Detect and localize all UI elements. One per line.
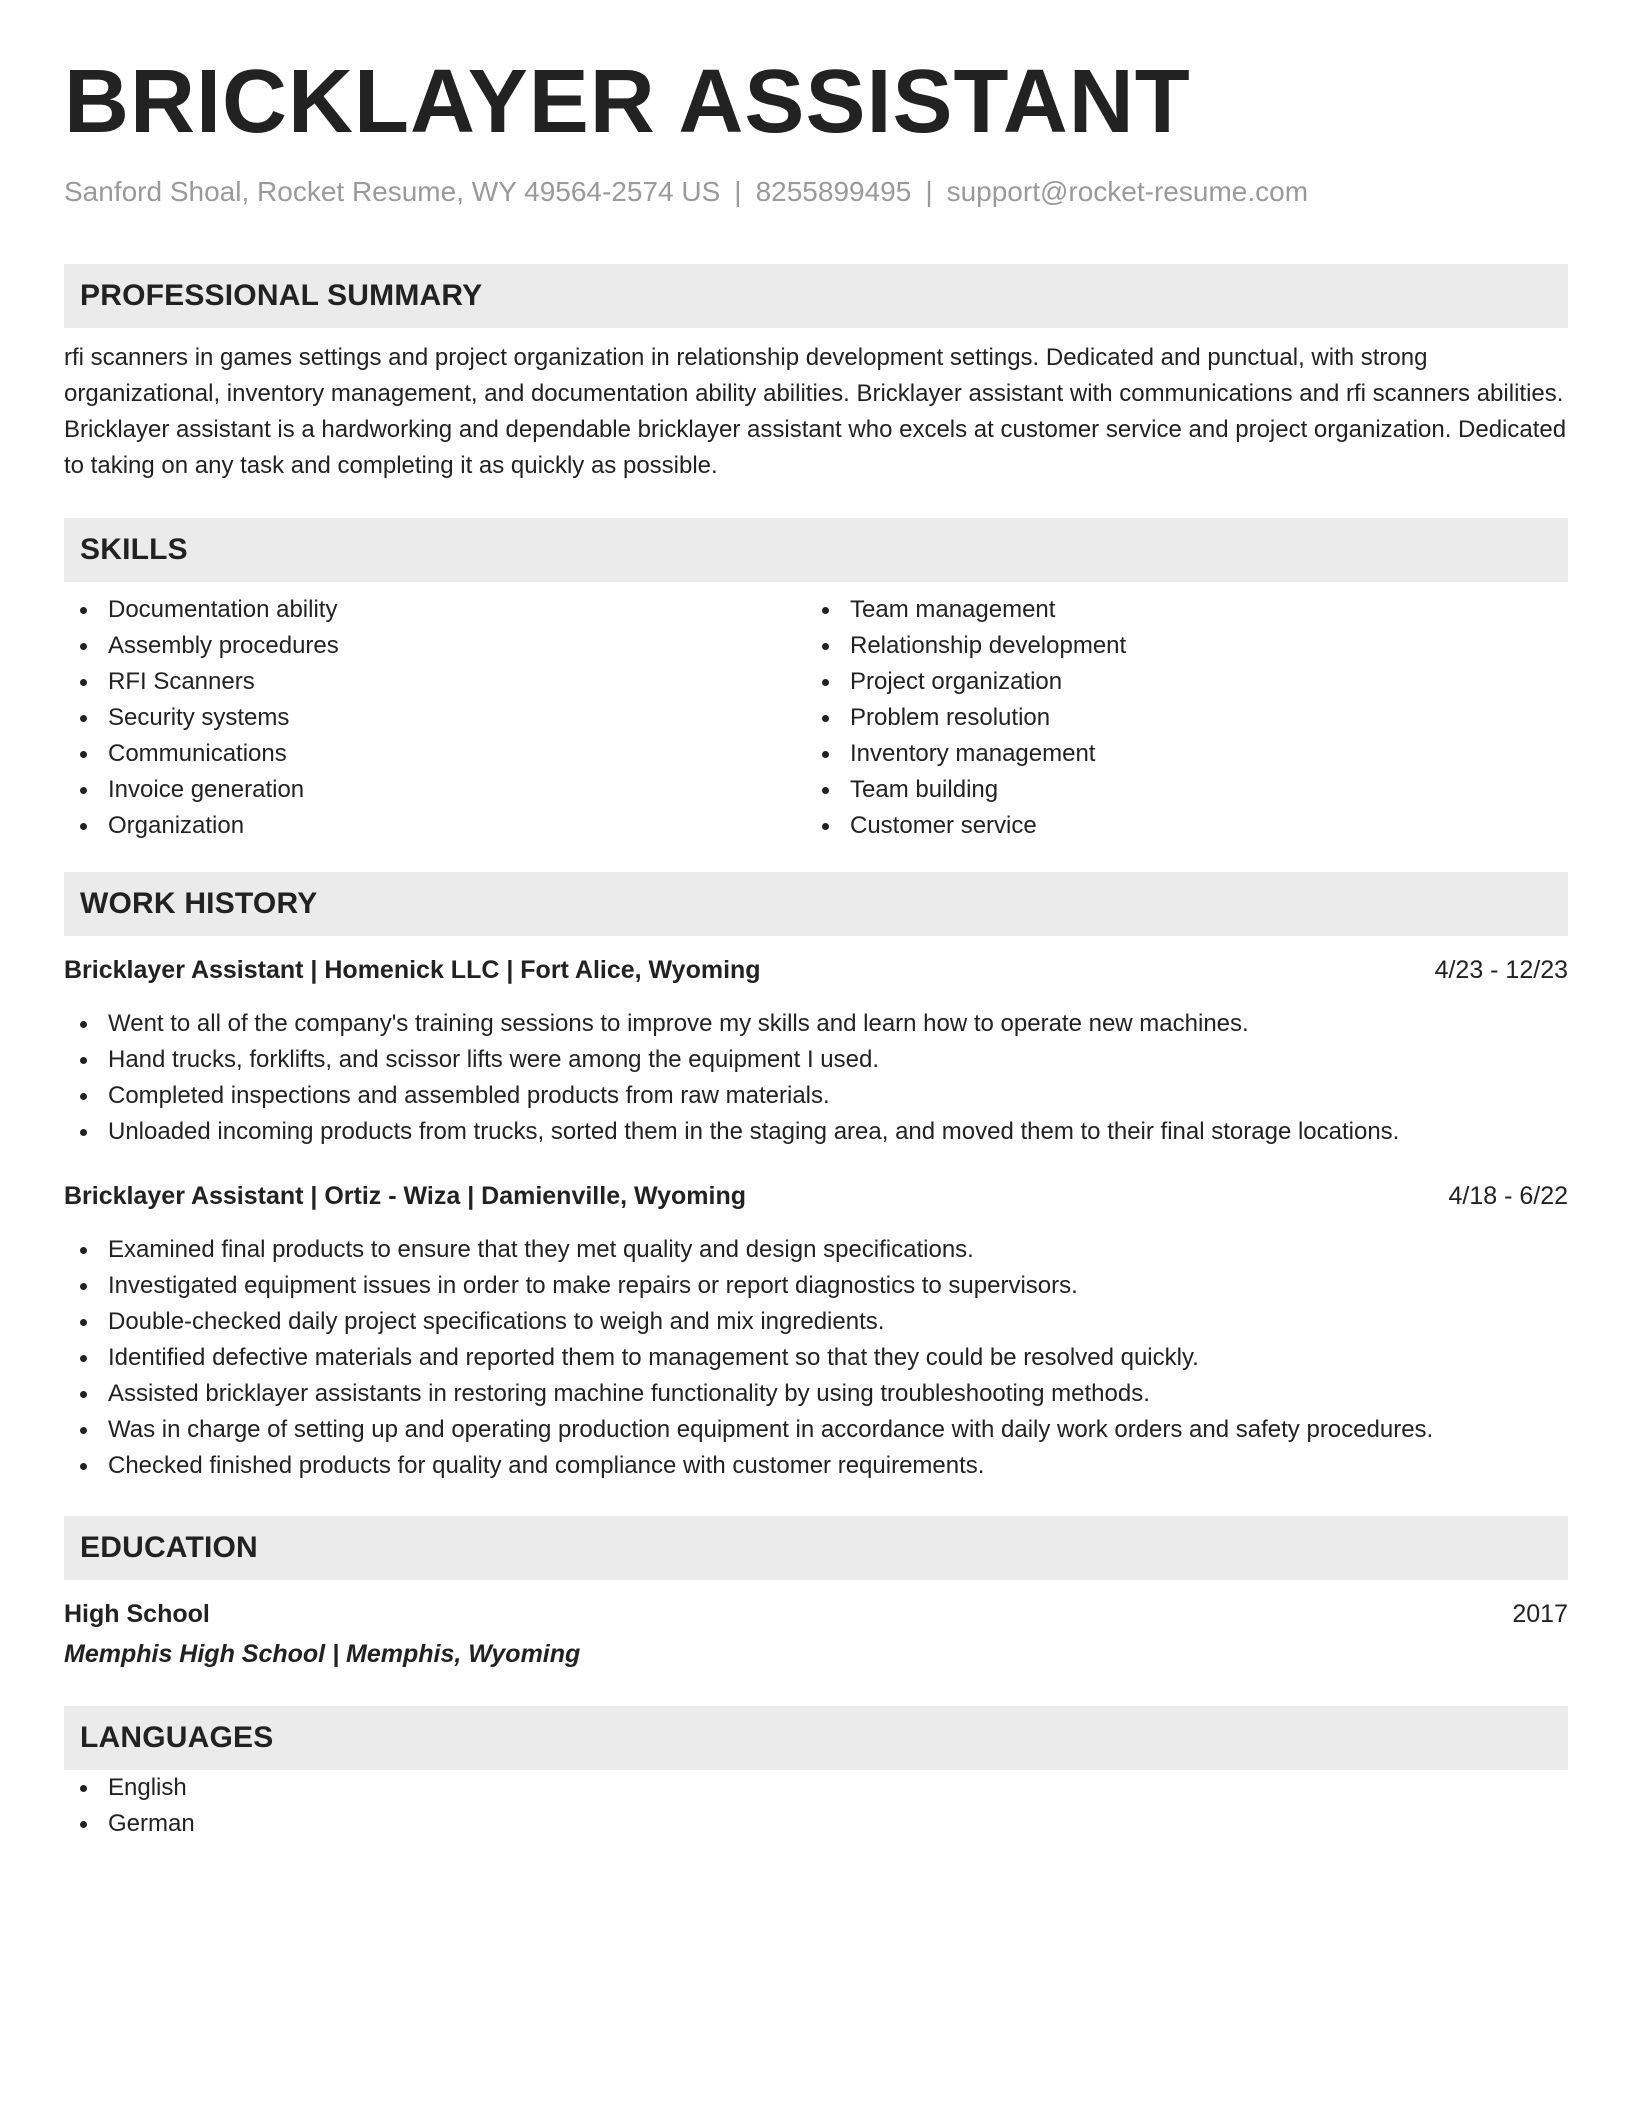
education-year: 2017 — [1512, 1600, 1568, 1628]
bullet-dot-icon — [80, 787, 87, 794]
contact-email: support@rocket-resume.com — [946, 176, 1309, 207]
languages-list — [64, 1770, 1568, 1842]
job-entry — [64, 1178, 1568, 1484]
bullet-dot-icon — [80, 1427, 87, 1434]
job-bullets — [64, 1006, 1568, 1150]
bullet-dot-icon — [80, 823, 87, 830]
bullet-dot-icon — [80, 715, 87, 722]
job-title: Bricklayer Assistant | Homenick LLC | Fort Alice, Wyoming — [64, 956, 761, 984]
job-bullet — [64, 1448, 1568, 1484]
education-entry — [64, 1596, 1568, 1632]
section-header-education: EDUCATION — [64, 1516, 1568, 1580]
bullet-dot-icon — [80, 1057, 87, 1064]
skill-item — [806, 664, 1548, 700]
section-header-work-history: WORK HISTORY — [64, 872, 1568, 936]
job-bullet-text: Hand trucks, forklifts, and scissor lifts were among the equipment I used. — [108, 1046, 880, 1073]
skill-item-text: Security systems — [108, 704, 290, 731]
job-bullet — [64, 1412, 1568, 1448]
skill-item-text: Communications — [108, 740, 287, 767]
job-dates: 4/23 - 12/23 — [1434, 956, 1568, 984]
skills-column-left — [64, 592, 806, 844]
job-bullet-text: Examined final products to ensure that they met quality and design specifications. — [108, 1236, 974, 1263]
job-title: Bricklayer Assistant | Ortiz - Wiza | Damienville, Wyoming — [64, 1182, 747, 1210]
skills-column-right — [806, 592, 1548, 844]
skill-item-text: Team building — [850, 776, 999, 803]
skill-item — [64, 736, 806, 772]
bullet-dot-icon — [80, 1391, 87, 1398]
language-item — [64, 1770, 1568, 1806]
bullet-dot-icon — [80, 1247, 87, 1254]
skill-item — [64, 772, 806, 808]
language-item-text: English — [108, 1774, 187, 1801]
bullet-dot-icon — [80, 1463, 87, 1470]
contact-address: Sanford Shoal, Rocket Resume, WY 49564-2574 US — [64, 176, 721, 207]
education-degree: High School — [64, 1600, 210, 1628]
summary-text: rfi scanners in games settings and project organization in relationship development settings. Dedicated and punctual, with strong organizational, inventory management, and documentation ability abilities. Bricklayer assistant with communications and rfi scanners abilities. Bricklayer assistant is a hardworking and dependable bricklayer assistant who excels at customer service and project organization. Dedicated to taking on any task and completing it as quickly as possible. — [64, 344, 1567, 479]
bullet-dot-icon — [822, 679, 829, 686]
skill-item-text: Inventory management — [850, 740, 1096, 767]
job-bullet-text: Checked finished products for quality and compliance with customer requirements. — [108, 1452, 985, 1479]
job-bullet-text: Went to all of the company's training sessions to improve my skills and learn how to operate new machines. — [108, 1010, 1249, 1037]
job-bullet — [64, 1078, 1568, 1114]
education-school: Memphis High School | Memphis, Wyoming — [64, 1640, 581, 1668]
skill-item — [806, 592, 1548, 628]
skill-item — [806, 736, 1548, 772]
skill-item-text: Relationship development — [850, 632, 1127, 659]
language-item-text: German — [108, 1810, 195, 1837]
job-bullet — [64, 1006, 1568, 1042]
contact-separator: | — [734, 176, 742, 207]
bullet-dot-icon — [822, 751, 829, 758]
skill-item-text: Team management — [850, 596, 1056, 623]
job-bullet — [64, 1232, 1568, 1268]
bullet-dot-icon — [80, 751, 87, 758]
job-bullet-text: Unloaded incoming products from trucks, sorted them in the staging area, and moved them to their final storage locations. — [108, 1118, 1400, 1145]
skill-item-text: Project organization — [850, 668, 1063, 695]
bullet-dot-icon — [822, 715, 829, 722]
job-title-row — [64, 1178, 1568, 1214]
skill-item-text: Organization — [108, 812, 245, 839]
job-title-row — [64, 952, 1568, 988]
bullet-dot-icon — [80, 1283, 87, 1290]
contact-line — [64, 174, 1568, 214]
job-bullet-text: Double-checked daily project specifications to weigh and mix ingredients. — [108, 1308, 885, 1335]
bullet-dot-icon — [80, 1785, 87, 1792]
job-bullets — [64, 1232, 1568, 1484]
skill-item-text: Problem resolution — [850, 704, 1051, 731]
job-bullet — [64, 1376, 1568, 1412]
skill-item — [64, 808, 806, 844]
skill-item — [64, 592, 806, 628]
bullet-dot-icon — [80, 1129, 87, 1136]
job-bullet-text: Investigated equipment issues in order to make repairs or report diagnostics to supervisors. — [108, 1272, 1078, 1299]
section-header-skills: SKILLS — [64, 518, 1568, 582]
job-dates: 4/18 - 6/22 — [1448, 1182, 1568, 1210]
skill-item — [806, 700, 1548, 736]
skill-item-text: RFI Scanners — [108, 668, 255, 695]
bullet-dot-icon — [80, 607, 87, 614]
bullet-dot-icon — [822, 787, 829, 794]
skill-item — [806, 772, 1548, 808]
skill-item — [64, 700, 806, 736]
language-item — [64, 1806, 1568, 1842]
job-bullet — [64, 1042, 1568, 1078]
job-bullet-text: Assisted bricklayer assistants in restoring machine functionality by using troubleshooting methods. — [108, 1380, 1150, 1407]
contact-phone: 8255899495 — [755, 176, 912, 207]
bullet-dot-icon — [80, 1021, 87, 1028]
bullet-dot-icon — [80, 643, 87, 650]
contact-separator: | — [925, 176, 933, 207]
job-bullet-text: Was in charge of setting up and operating production equipment in accordance with daily work orders and safety procedures. — [108, 1416, 1434, 1443]
bullet-dot-icon — [822, 643, 829, 650]
job-bullet — [64, 1114, 1568, 1150]
skill-item-text: Documentation ability — [108, 596, 338, 623]
skill-item — [64, 664, 806, 700]
resume-name: BRICKLAYER ASSISTANT — [64, 52, 1191, 152]
job-bullet — [64, 1268, 1568, 1304]
job-bullet — [64, 1304, 1568, 1340]
section-header-languages: LANGUAGES — [64, 1706, 1568, 1770]
skill-item — [806, 808, 1548, 844]
job-bullet-text: Identified defective materials and reported them to management so that they could be resolved quickly. — [108, 1344, 1199, 1371]
work-history-list — [64, 952, 1568, 1484]
bullet-dot-icon — [80, 1093, 87, 1100]
bullet-dot-icon — [822, 823, 829, 830]
skill-item — [806, 628, 1548, 664]
bullet-dot-icon — [80, 679, 87, 686]
bullet-dot-icon — [822, 607, 829, 614]
section-header-summary: PROFESSIONAL SUMMARY — [64, 264, 1568, 328]
job-bullet-text: Completed inspections and assembled products from raw materials. — [108, 1082, 830, 1109]
bullet-dot-icon — [80, 1821, 87, 1828]
bullet-dot-icon — [80, 1319, 87, 1326]
job-entry — [64, 952, 1568, 1150]
job-bullet — [64, 1340, 1568, 1376]
skill-item — [64, 628, 806, 664]
bullet-dot-icon — [80, 1355, 87, 1362]
skill-item-text: Customer service — [850, 812, 1037, 839]
skill-item-text: Assembly procedures — [108, 632, 339, 659]
skills-list — [64, 592, 1568, 844]
skill-item-text: Invoice generation — [108, 776, 305, 803]
